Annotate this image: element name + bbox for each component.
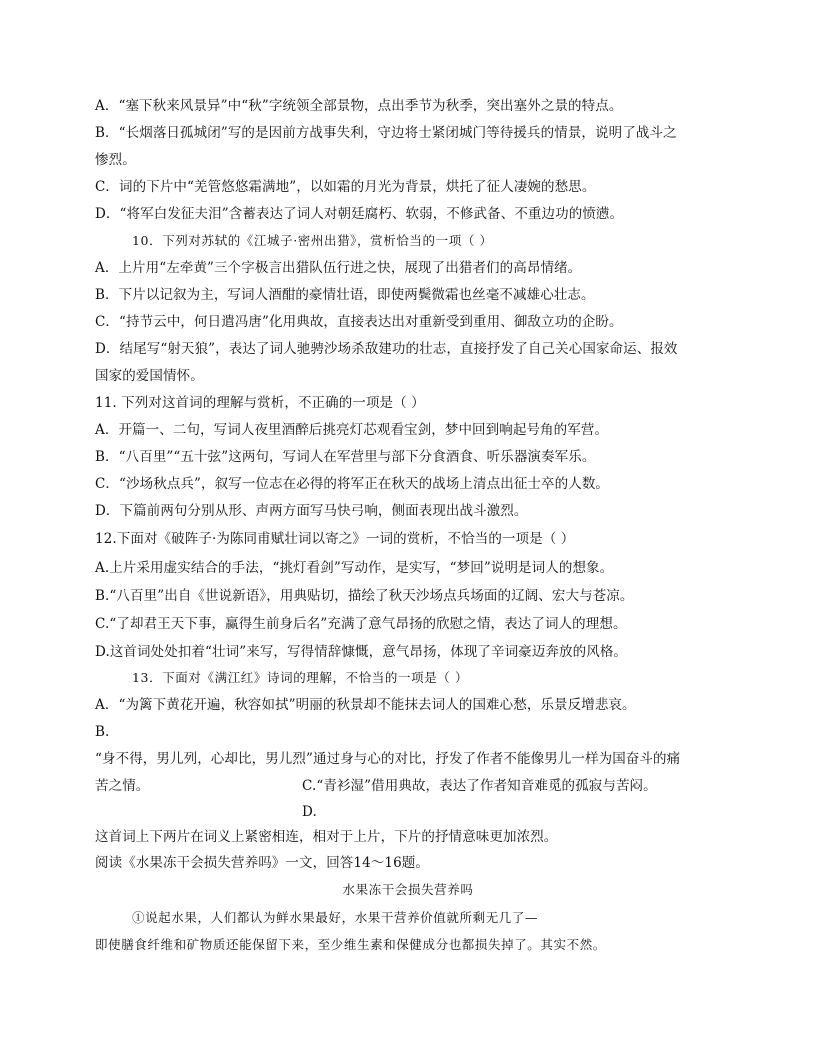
q10-stem: 10．下列对苏轼的《江城子·密州出猎》，赏析恰当的一项（ ） — [132, 233, 493, 248]
q12-option-d: D.这首词处处扣着“壮词”来写，写得情辞慷慨，意气昂扬，体现了辛词豪迈奔放的风格。 — [95, 644, 628, 660]
q9-option-c: C．词的下片中“羌管悠悠霜满地”，以如霜的月光为背景，烘托了征人凄婉的愁思。 — [95, 179, 596, 195]
q13-option-a: A．“为篱下黄花开遍，秋容如拭”明丽的秋景却不能抹去词人的国难心愁，乐景反增悲哀。 — [95, 697, 636, 713]
q10-option-b: B．下片以记叙为主，写词人酒酣的豪情壮语，即使两鬓微霜也丝毫不减雄心壮志。 — [95, 287, 595, 303]
q12-option-a: A.上片采用虚实结合的手法，“挑灯看剑”写动作，是实写，“梦回”说明是词人的想象。 — [95, 560, 614, 576]
q12-option-b: B.“八百里”出自《世说新语》，用典贴切，描绘了秋天沙场点兵场面的辽阔、宏大与苍凉。 — [95, 588, 634, 604]
q13-stem: 13．下面对《满江红》诗词的理解，不恰当的一项是（ ） — [132, 670, 469, 685]
q9-option-a: A．“塞下秋来风景异”中“秋”字统领全部景物，点出季节为秋季，突出塞外之景的特点。 — [95, 98, 623, 114]
q9-option-b: B．“长烟落日孤城闭”写的是因前方战事失利，守边将士紧闭城门等待援兵的情景，说明了战斗之 — [95, 125, 677, 141]
q10-option-d-cont: 国家的爱国情怀。 — [95, 368, 204, 384]
q10-option-c: C．“持节云中，何日遣冯唐”化用典故，直接表达出对重新受到重用、御敌立功的企盼。 — [95, 314, 623, 330]
article-paragraph-1-cont: 即使膳食纤维和矿物质还能保留下来，至少维生素和保健成分也都损失掉了。其实不然。 — [95, 937, 606, 952]
q9-option-b-cont: 惨烈。 — [95, 152, 136, 168]
q13-option-b-cont: 苦之情。 — [95, 778, 150, 794]
q11-option-d: D．下篇前两句分别从形、声两方面写马快弓响，侧面表现出战斗激烈。 — [95, 503, 528, 519]
q13-option-c: C.“青衫湿”借用典故，表达了作者知音难觅的孤寂与苦闷。 — [302, 778, 657, 794]
q12-stem: 12.下面对《破阵子·为陈同甫赋壮词以寄之》一词的赏析，不恰当的一项是（ ） — [95, 531, 575, 547]
q10-option-a: A．上片用“左牵黄”三个字极言出猎队伍行进之快，展现了出猎者们的高昂情绪。 — [95, 260, 582, 276]
article-paragraph-1: ①说起水果，人们都认为鲜水果最好，水果干营养价值就所剩无几了— — [132, 910, 539, 925]
q11-option-c: C．“沙场秋点兵”，叙写一位志在必得的将军正在秋天的战场上清点出征士卒的人数。 — [95, 476, 610, 492]
q12-option-c: C.“了却君王天下事，赢得生前身后名”充满了意气昂扬的欣慰之情，表达了词人的理想。 — [95, 616, 627, 632]
q13-option-d: 这首词上下两片在词义上紧密相连，相对于上片，下片的抒情意味更加浓烈。 — [95, 829, 558, 845]
reading-instruction: 阅读《水果冻干会损失营养吗》一文，回答14～16题。 — [95, 855, 429, 871]
q13-option-b-label: B. — [95, 724, 110, 740]
q11-option-b: B．“八百里”“五十弦”这两句，写词人在军营里与部下分食酒食、听乐器演奏军乐。 — [95, 449, 596, 465]
q11-option-a: A．开篇一、二句，写词人夜里酒醉后挑亮灯芯观看宝剑，梦中回到响起号角的军营。 — [95, 422, 609, 438]
q10-option-d: D．结尾写“射天狼”，表达了词人驰骋沙场杀敌建功的壮志，直接抒发了自己关心国家命运、报效 — [95, 341, 678, 357]
q13-option-d-label: D. — [302, 804, 317, 820]
q11-stem: 11. 下列对这首词的理解与赏析，不正确的一项是（ ） — [95, 395, 425, 411]
q9-option-d: D．“将军白发征夫泪”含蓄表达了词人对朝廷腐朽、软弱，不修武备、不重边功的愤懑。 — [95, 206, 624, 222]
article-title: 水果冻干会损失营养吗 — [342, 882, 474, 897]
q13-option-b: “身不得，男儿列，心却比，男儿烈”通过身与心的对比，抒发了作者不能像男儿一样为国奋斗的痛 — [95, 751, 681, 767]
